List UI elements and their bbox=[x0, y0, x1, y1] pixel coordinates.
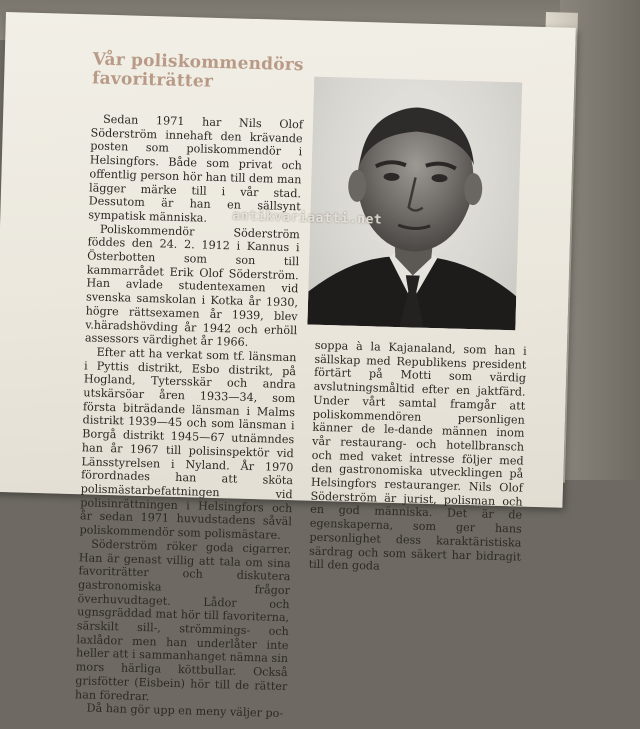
paragraph-2: Poliskommendör Söderström föddes den 24. 2. 1912 i Kannus i Österbotten som son till kammarrådet Erik Olof Söderström. Han avlade studentexamen vid svenska samskolan i Kotka år 1930, högre rättsexamen år 1939, blev v.häradshövding år 1942 och erhöll assessors värdighet år 1966. bbox=[84, 222, 301, 350]
right-column bbox=[308, 339, 526, 578]
left-column bbox=[74, 112, 303, 721]
paragraph-5: Då han gör upp en meny väljer po- bbox=[86, 701, 284, 721]
paragraph-1: Sedan 1971 har Nils Olof Söderström innehaft den krävande posten som poliskommendör i Helsingfors. Både som privat och offentlig person hör han till dem man lägger märke till i vår stad. Dessutom är han en sällsynt sympatisk människa. bbox=[88, 112, 304, 225]
article-title: Vår poliskommendörs favoriträtter bbox=[91, 49, 304, 92]
magazine-page bbox=[0, 12, 576, 721]
portrait-photo bbox=[307, 77, 522, 331]
portrait-illustration bbox=[307, 77, 522, 331]
watermark-text: antikvariaatti.net bbox=[232, 208, 383, 228]
paragraph-4: Söderström röker goda cigarrer. Han är genast villig att tala om sina favoriträtter och diskutera gastronomiska frågor överhuvudtaget. Lådor och ugnsgräddad mat hör till favoriterna, särskilt sill-, strömmings- och laxlådor men han underlåter inte heller att i sammanhanget nämna sin mors härliga köttbullar. Också grisfötter (Eisbein) hör till de rätter han föredrar. bbox=[74, 537, 292, 703]
right-paragraph: soppa à la Kajanaland, som han i sällskap med Republikens president förtärt på Motti som värdig avslutningsmåltid efter en jaktfärd. Under vårt samtal framgår att poliskommendören personligen känner de le-dande männen inom vår restaurang- och hotellbransch och med vaket intresse följer med den gastronomiska utvecklingen på Helsingfors restauranger. Nils Olof Söderström är jurist, polisman och en god människa. Det är de egenskaperna, som ger hans personlighet dess karaktäristiska särdrag och som säkert har bidragit till den goda bbox=[308, 338, 527, 573]
paragraph-3: Efter att ha verkat som tf. länsman i Pyttis distrikt, Esbo distrikt, på Hogland, Tytersskär och andra utskärsöar åren 1933—34, som första biträdande länsman i Malms distrikt 1939—45 och som länsman i Borgå distrikt 1945—67 utnämndes han år 1967 till polisinspektör vid Länsstyrelsen i Nyland. År 1970 förordnades han att sköta polismästarbefattningen vid polisinrättningen i Helsingfors och år sedan 1971 huvudstadens såväl poliskommendör som polismästare. bbox=[79, 345, 297, 542]
